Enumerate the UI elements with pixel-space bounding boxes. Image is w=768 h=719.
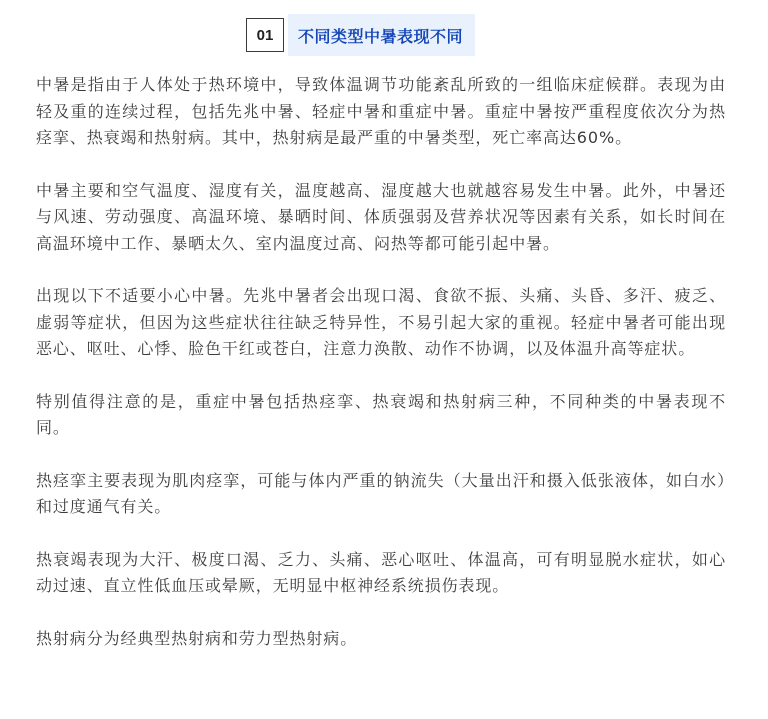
- paragraph-heat-cramps: 热痉挛主要表现为肌肉痉挛，可能与体内严重的钠流失（大量出汗和摄入低张液体，如白水）和过度通气有关。: [36, 470, 726, 516]
- section-title: 不同类型中暑表现不同: [288, 14, 475, 56]
- article-body: [36, 72, 726, 678]
- paragraph-causes: 中暑主要和空气温度、湿度有关，温度越高、湿度越大也就越容易发生中暑。此外，中暑还与风速、劳动强度、高温环境、暴晒时间、体质强弱及营养状况等因素有关系，如长时间在高温环境中工作、暴晒太久、室内温度过高、闷热等都可能引起中暑。: [36, 180, 726, 253]
- paragraph-severe-types: 特别值得注意的是，重症中暑包括热痉挛、热衰竭和热射病三种，不同种类的中暑表现不同。: [36, 391, 726, 437]
- section-number-badge: 01: [246, 18, 284, 52]
- section-header: [246, 15, 475, 55]
- paragraph-heat-stroke: 热射病分为经典型热射病和劳力型热射病。: [36, 628, 358, 648]
- paragraph-symptoms: 出现以下不适要小心中暑。先兆中暑者会出现口渴、食欲不振、头痛、头昏、多汗、疲乏、虚弱等症状，但因为这些症状往往缺乏特异性，不易引起大家的重视。轻症中暑者可能出现恶心、呕吐、心悸、脸色干红或苍白，注意力涣散、动作不协调，以及体温升高等症状。: [36, 286, 726, 358]
- paragraph-heat-exhaustion: 热衰竭表现为大汗、极度口渴、乏力、头痛、恶心呕吐、体温高，可有明显脱水症状，如心动过速、直立性低血压或晕厥，无明显中枢神经系统损伤表现。: [36, 549, 726, 595]
- paragraph-definition: 中暑是指由于人体处于热环境中，导致体温调节功能紊乱所致的一组临床症候群。表现为由轻及重的连续过程，包括先兆中暑、轻症中暑和重症中暑。重症中暑按严重程度依次分为热痉挛、热衰竭和热射病。其中，热射病是最严重的中暑类型，死亡率高达60%。: [36, 75, 726, 147]
